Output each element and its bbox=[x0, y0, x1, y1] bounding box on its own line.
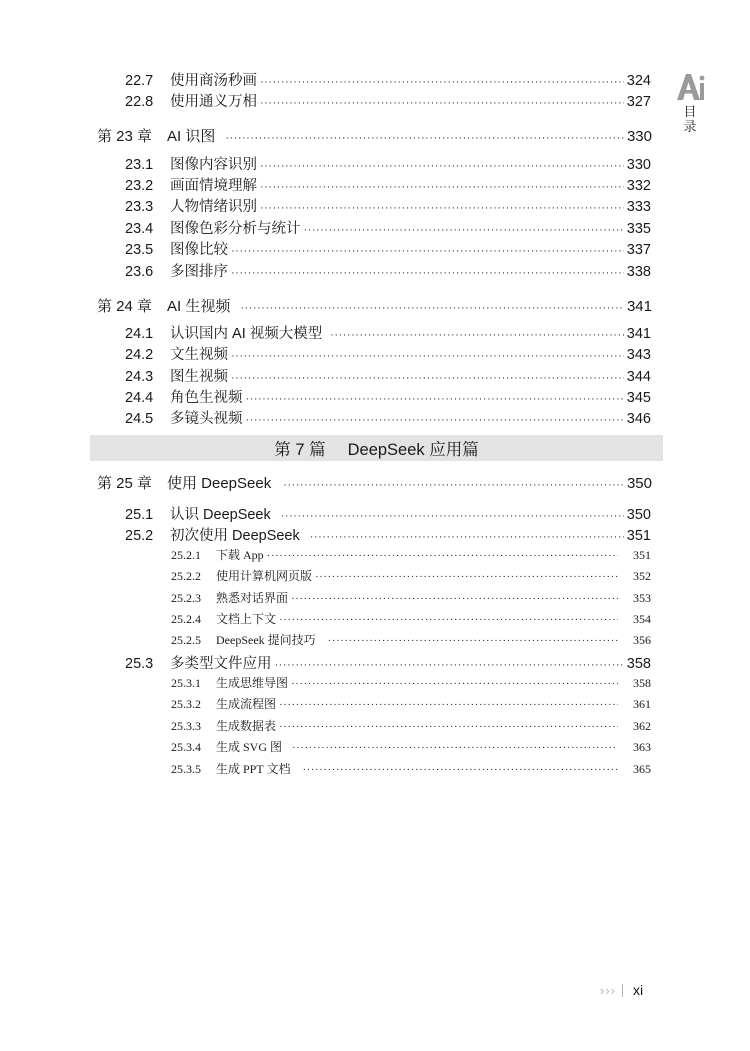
toc-entry[interactable] bbox=[125, 69, 651, 90]
side-tab-label: 目录 bbox=[683, 104, 697, 134]
chapter-number: 第 25 章 bbox=[97, 475, 153, 492]
subentry-number: 25.2.4 bbox=[171, 612, 201, 626]
subentry-page: 354 bbox=[633, 612, 651, 626]
entry-title: 文生视频 bbox=[170, 347, 228, 363]
entry-title: 认识国内 AI 视频大模型 bbox=[170, 326, 323, 342]
entry-page: 324 bbox=[626, 73, 651, 89]
toc-entry[interactable] bbox=[125, 174, 651, 195]
subentry-title: 生成思维导图 bbox=[216, 676, 289, 690]
entry-number: 23.1 bbox=[125, 157, 154, 173]
subentry-number: 25.3.2 bbox=[171, 697, 201, 711]
leader-dots bbox=[292, 742, 618, 754]
toc-subentry[interactable] bbox=[171, 546, 651, 563]
toc-entry[interactable] bbox=[125, 524, 651, 545]
entry-number: 22.8 bbox=[125, 94, 154, 110]
entry-number: 25.1 bbox=[125, 507, 154, 523]
entry-title: 图像比较 bbox=[170, 242, 228, 258]
toc-subentry[interactable] bbox=[171, 674, 651, 691]
entry-number: 25.2 bbox=[125, 528, 154, 544]
leader-dots bbox=[260, 181, 624, 193]
toc-entry[interactable] bbox=[125, 153, 651, 174]
leader-dots bbox=[310, 531, 624, 543]
leader-dots bbox=[315, 571, 618, 583]
page-footer bbox=[600, 980, 670, 1000]
entry-title: 画面情境理解 bbox=[170, 178, 257, 194]
toc-entry[interactable] bbox=[125, 90, 651, 111]
leader-dots bbox=[279, 699, 618, 711]
entry-title: 图生视频 bbox=[170, 369, 228, 385]
entry-title: 人物情绪识别 bbox=[170, 199, 257, 215]
entry-number: 23.6 bbox=[125, 264, 154, 280]
subentry-page: 358 bbox=[633, 676, 651, 690]
leader-dots bbox=[281, 510, 624, 522]
toc-entry[interactable] bbox=[125, 322, 651, 343]
entry-page: 344 bbox=[626, 369, 651, 385]
toc-entry[interactable] bbox=[125, 238, 651, 259]
chapter-page: 330 bbox=[626, 128, 652, 145]
entry-title: 图像内容识别 bbox=[170, 157, 257, 173]
toc-subentry[interactable] bbox=[171, 717, 651, 734]
entry-page: 333 bbox=[626, 199, 651, 215]
toc-subentry[interactable] bbox=[171, 695, 651, 712]
toc-entry[interactable] bbox=[125, 386, 651, 407]
entry-page: 358 bbox=[626, 656, 651, 672]
toc-chapter-23[interactable] bbox=[97, 125, 652, 146]
leader-dots bbox=[291, 678, 618, 690]
toc-entry[interactable] bbox=[125, 503, 651, 524]
leader-dots bbox=[279, 721, 618, 733]
subentry-title: 生成数据表 bbox=[216, 719, 277, 733]
part-title: DeepSeek 应用篇 bbox=[347, 441, 479, 459]
leader-dots bbox=[225, 132, 624, 144]
chapter-page: 350 bbox=[626, 475, 652, 492]
entry-number: 23.4 bbox=[125, 221, 154, 237]
toc-entry[interactable] bbox=[125, 343, 651, 364]
entry-page: 330 bbox=[626, 157, 651, 173]
leader-dots bbox=[246, 414, 624, 426]
toc-chapter-24[interactable] bbox=[97, 295, 652, 316]
subentry-page: 365 bbox=[633, 762, 651, 776]
subentry-title: 熟悉对话界面 bbox=[216, 591, 289, 605]
chapter-title: AI 生视频 bbox=[167, 298, 231, 315]
entry-title: 多类型文件应用 bbox=[170, 656, 272, 672]
leader-dots bbox=[330, 329, 624, 341]
entry-title: 角色生视频 bbox=[170, 390, 243, 406]
entry-page: 338 bbox=[626, 264, 651, 280]
entry-page: 343 bbox=[626, 347, 651, 363]
entry-number: 24.4 bbox=[125, 390, 154, 406]
leader-dots bbox=[231, 267, 624, 279]
toc-entry[interactable] bbox=[125, 365, 651, 386]
toc-subentry[interactable] bbox=[171, 610, 651, 627]
chapter-title: AI 识图 bbox=[167, 128, 216, 145]
entry-page: 350 bbox=[626, 507, 651, 523]
entry-page: 327 bbox=[626, 94, 651, 110]
leader-dots bbox=[231, 350, 624, 362]
subentry-page: 352 bbox=[633, 569, 651, 583]
entry-number: 24.2 bbox=[125, 347, 154, 363]
page-number: xi bbox=[633, 982, 644, 998]
entry-title: 多图排序 bbox=[170, 264, 228, 280]
leader-dots bbox=[279, 614, 618, 626]
leader-dots bbox=[246, 393, 624, 405]
toc-subentry[interactable] bbox=[171, 567, 651, 584]
toc-entry[interactable] bbox=[125, 260, 651, 281]
subentry-number: 25.2.1 bbox=[171, 548, 201, 562]
subentry-number: 25.2.3 bbox=[171, 591, 201, 605]
toc-entry[interactable] bbox=[125, 195, 651, 216]
subentry-number: 25.3.5 bbox=[171, 762, 201, 776]
entry-number: 24.3 bbox=[125, 369, 154, 385]
chapter-number: 第 24 章 bbox=[97, 298, 153, 315]
chapter-number: 第 23 章 bbox=[97, 128, 153, 145]
subentry-page: 353 bbox=[633, 591, 651, 605]
leader-dots bbox=[267, 550, 618, 562]
entry-title: 使用商汤秒画 bbox=[170, 73, 257, 89]
entry-title: 图像色彩分析与统计 bbox=[170, 221, 301, 237]
leader-dots bbox=[283, 479, 624, 491]
entry-number: 24.5 bbox=[125, 411, 154, 427]
subentry-page: 362 bbox=[633, 719, 651, 733]
leader-dots bbox=[231, 372, 624, 384]
toc-subentry[interactable] bbox=[171, 738, 651, 755]
entry-number: 23.3 bbox=[125, 199, 154, 215]
subentry-title: 文档上下文 bbox=[216, 612, 277, 626]
toc-entry[interactable] bbox=[125, 217, 651, 238]
entry-number: 22.7 bbox=[125, 73, 154, 89]
toc-subentry[interactable] bbox=[171, 631, 651, 648]
subentry-number: 25.2.5 bbox=[171, 633, 201, 647]
toc-entry[interactable] bbox=[125, 407, 651, 428]
entry-number: 25.3 bbox=[125, 656, 154, 672]
chapter-page: 341 bbox=[626, 298, 652, 315]
subentry-number: 25.3.1 bbox=[171, 676, 201, 690]
part-number: 第 7 篇 bbox=[274, 441, 326, 459]
ai-logo-icon bbox=[674, 70, 706, 102]
leader-dots bbox=[260, 202, 624, 214]
entry-page: 337 bbox=[626, 242, 651, 258]
leader-dots bbox=[304, 224, 624, 236]
entry-number: 24.1 bbox=[125, 326, 154, 342]
entry-title: 使用通义万相 bbox=[170, 94, 257, 110]
leader-dots bbox=[291, 593, 618, 605]
entry-page: 351 bbox=[626, 528, 651, 544]
leader-dots bbox=[240, 302, 624, 314]
entry-page: 345 bbox=[626, 390, 651, 406]
leader-dots bbox=[260, 76, 624, 88]
subentry-title: 生成 PPT 文档 bbox=[216, 762, 291, 776]
part-7-heading[interactable] bbox=[90, 435, 663, 461]
subentry-title: 生成 SVG 图 bbox=[216, 740, 283, 754]
subentry-number: 25.3.4 bbox=[171, 740, 201, 754]
leader-dots bbox=[231, 245, 624, 257]
subentry-number: 25.3.3 bbox=[171, 719, 201, 733]
subentry-title: 下载 App bbox=[216, 548, 264, 562]
subentry-page: 356 bbox=[633, 633, 651, 647]
subentry-title: 生成流程图 bbox=[216, 697, 277, 711]
toc-subentry[interactable] bbox=[171, 760, 651, 777]
entry-number: 23.5 bbox=[125, 242, 154, 258]
subentry-page: 363 bbox=[633, 740, 651, 754]
leader-dots bbox=[302, 764, 618, 776]
entry-title: 初次使用 DeepSeek bbox=[170, 528, 300, 544]
entry-page: 332 bbox=[626, 178, 651, 194]
entry-page: 335 bbox=[626, 221, 651, 237]
subentry-title: 使用计算机网页版 bbox=[216, 569, 313, 583]
side-tab bbox=[672, 70, 708, 140]
entry-page: 346 bbox=[626, 411, 651, 427]
toc-entry[interactable] bbox=[125, 652, 651, 673]
entry-page: 341 bbox=[626, 326, 651, 342]
subentry-page: 361 bbox=[633, 697, 651, 711]
leader-dots bbox=[260, 97, 624, 109]
leader-dots bbox=[275, 659, 624, 671]
leader-dots bbox=[260, 160, 624, 172]
entry-title: 认识 DeepSeek bbox=[170, 507, 271, 523]
entry-number: 23.2 bbox=[125, 178, 154, 194]
subentry-title: DeepSeek 提问技巧 bbox=[216, 633, 316, 647]
leader-dots bbox=[328, 635, 618, 647]
toc-chapter-25[interactable] bbox=[97, 472, 652, 493]
entry-title: 多镜头视频 bbox=[170, 411, 243, 427]
footer-divider bbox=[622, 984, 623, 997]
subentry-number: 25.2.2 bbox=[171, 569, 201, 583]
chevrons-icon: ››› bbox=[600, 982, 616, 998]
toc-subentry[interactable] bbox=[171, 589, 651, 606]
chapter-title: 使用 DeepSeek bbox=[167, 475, 272, 492]
subentry-page: 351 bbox=[633, 548, 651, 562]
